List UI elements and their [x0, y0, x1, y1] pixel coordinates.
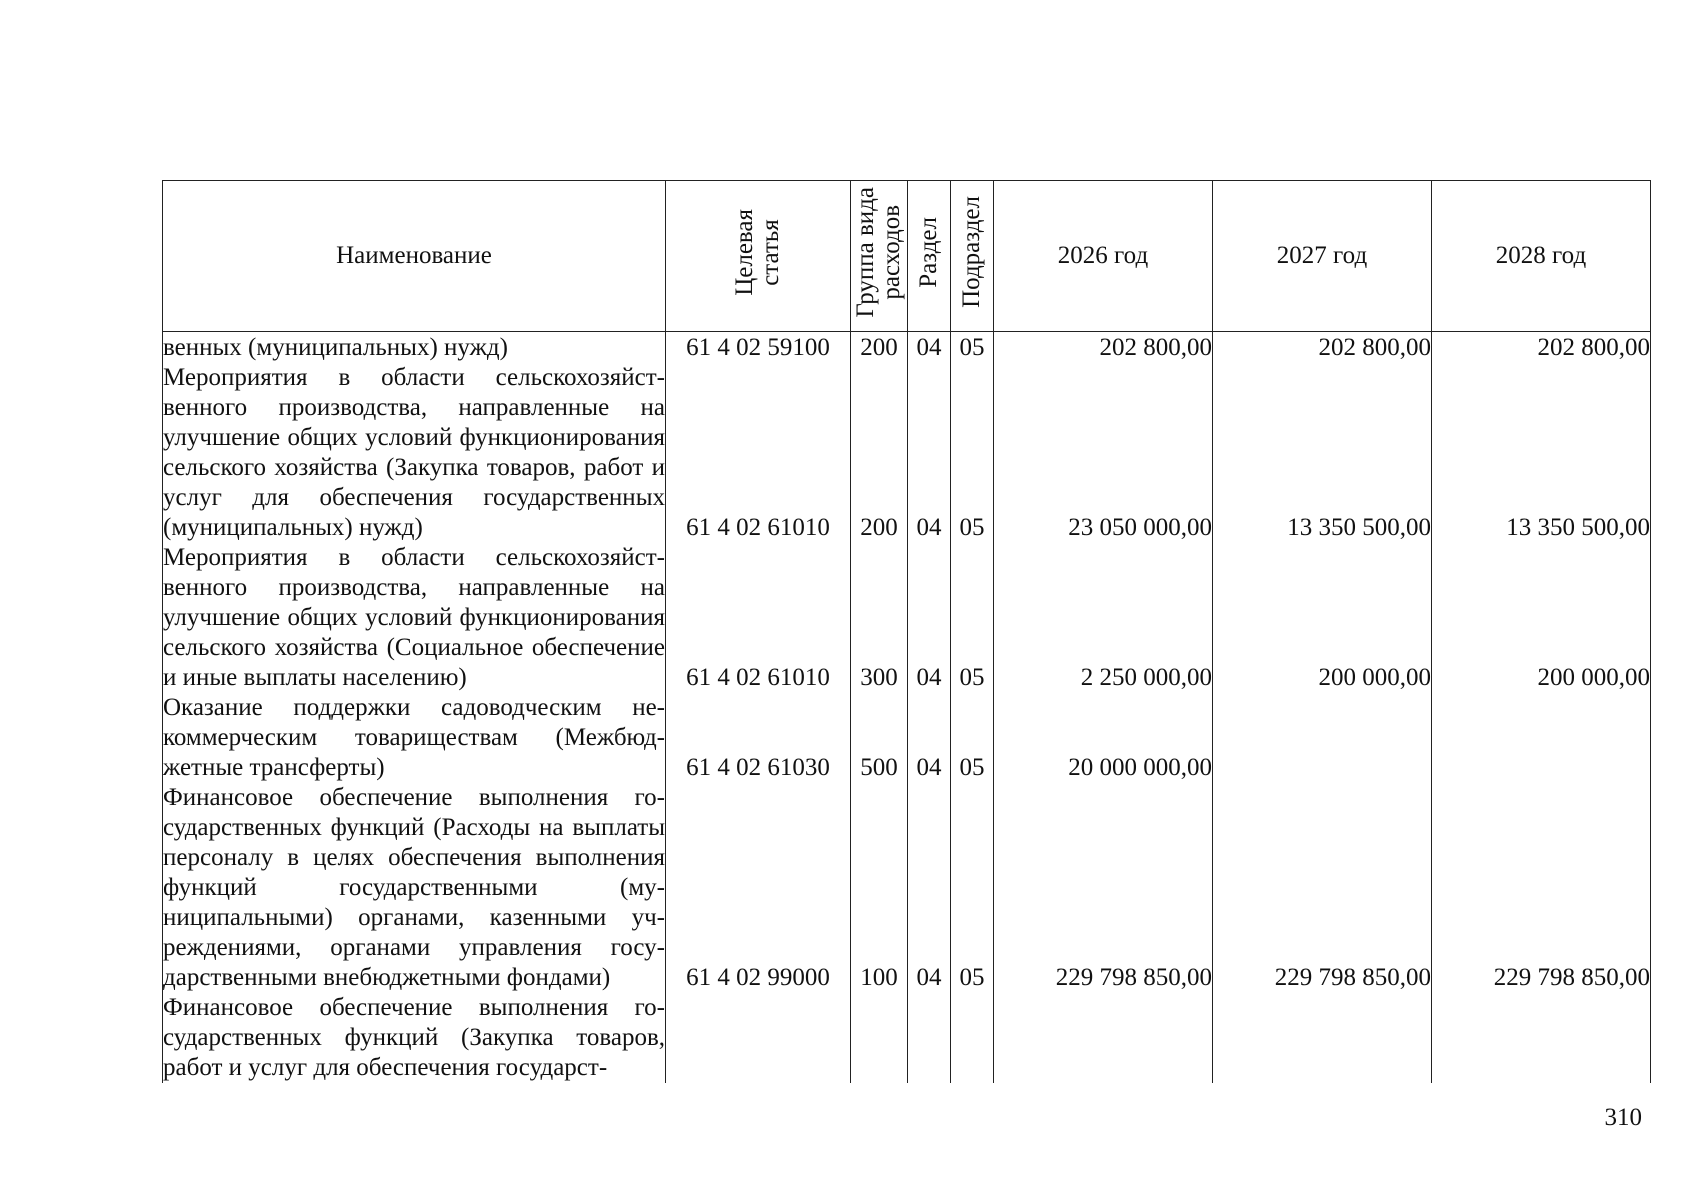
table-row: [163, 332, 1651, 364]
row-group: 200: [851, 363, 908, 543]
header-target-label: Целевая статья: [731, 208, 784, 296]
header-target-article: [666, 181, 851, 332]
row-target: 61 4 02 59100: [666, 332, 851, 364]
row-target: 61 4 02 61030: [666, 693, 851, 783]
row-target: 61 4 02 61010: [666, 543, 851, 693]
row-2027: 200 000,00: [1213, 543, 1432, 693]
row-group: 200: [851, 332, 908, 364]
row-group: 100: [851, 783, 908, 993]
row-2027: 202 800,00: [1213, 332, 1432, 364]
row-name: Оказание поддержки садоводческим некоммерческим товариществам (Межбюджетные трансферты): [163, 694, 665, 781]
row-2028: [1432, 693, 1651, 783]
row-subsection: 05: [951, 693, 994, 783]
row-section: 04: [908, 693, 951, 783]
row-2027: [1213, 993, 1432, 1083]
row-2028: 200 000,00: [1432, 543, 1651, 693]
row-target: 61 4 02 99000: [666, 783, 851, 993]
table-row: [163, 363, 1651, 543]
row-target: [666, 993, 851, 1083]
header-expense-group: [851, 181, 908, 332]
row-name: Финансовое обеспечение выполнения государственных функций (Расходы на выплаты персоналу в целях обеспечения выполнения функций государственными (муниципальными) органами, казенными учреждениями, органами управления государственными внебюджетными фондами): [163, 784, 665, 991]
row-2026: 23 050 000,00: [994, 363, 1213, 543]
row-target: 61 4 02 61010: [666, 363, 851, 543]
row-2028: 229 798 850,00: [1432, 783, 1651, 993]
header-subsection-label: Подраздел: [958, 196, 985, 308]
row-2027: [1213, 693, 1432, 783]
header-year-2028: 2028 год: [1432, 181, 1651, 332]
row-subsection: 05: [951, 783, 994, 993]
row-section: [908, 993, 951, 1083]
row-name: Мероприятия в области сельскохозяйственного производства, направленные на улучшение общих условий функционирования сельского хозяйства (Закупка товаров, работ и услуг для обеспечения государственных (муниципальных) нужд): [163, 364, 665, 541]
row-2028: 13 350 500,00: [1432, 363, 1651, 543]
row-name: Мероприятия в области сельскохозяйственного производства, направленные на улучшение общих условий функционирования сельского хозяйства (Социальное обеспечение и иные выплаты населению): [163, 544, 665, 691]
table-row: [163, 993, 1651, 1083]
header-year-2027: 2027 год: [1213, 181, 1432, 332]
table-row: [163, 783, 1651, 993]
header-section-label: Раздел: [915, 216, 942, 288]
row-section: 04: [908, 543, 951, 693]
row-2026: 2 250 000,00: [994, 543, 1213, 693]
row-name: венных (муниципальных) нужд): [163, 332, 666, 364]
row-2026: 20 000 000,00: [994, 693, 1213, 783]
row-subsection: 05: [951, 543, 994, 693]
row-section: 04: [908, 363, 951, 543]
row-group: 500: [851, 693, 908, 783]
budget-table: [162, 180, 1651, 1083]
row-2027: 229 798 850,00: [1213, 783, 1432, 993]
row-2026: 229 798 850,00: [994, 783, 1213, 993]
table-header-row: [163, 181, 1651, 332]
row-section: 04: [908, 783, 951, 993]
page-number: 310: [1604, 1104, 1642, 1131]
row-name: Финансовое обеспечение выполнения государственных функций (Закупка товаров, работ и услуг для обеспечения государст-: [163, 994, 665, 1081]
header-section: [908, 181, 951, 332]
row-section: 04: [908, 332, 951, 364]
row-subsection: [951, 993, 994, 1083]
row-group: 300: [851, 543, 908, 693]
header-subsection: [951, 181, 994, 332]
header-year-2026: 2026 год: [994, 181, 1213, 332]
table-row: [163, 543, 1651, 693]
row-2026: 202 800,00: [994, 332, 1213, 364]
row-group: [851, 993, 908, 1083]
row-2028: 202 800,00: [1432, 332, 1651, 364]
row-2026: [994, 993, 1213, 1083]
table-row: [163, 693, 1651, 783]
row-subsection: 05: [951, 332, 994, 364]
row-subsection: 05: [951, 363, 994, 543]
header-name: Наименование: [163, 181, 666, 332]
header-group-label: Группа вида расходов: [852, 186, 905, 318]
row-2027: 13 350 500,00: [1213, 363, 1432, 543]
row-2028: [1432, 993, 1651, 1083]
